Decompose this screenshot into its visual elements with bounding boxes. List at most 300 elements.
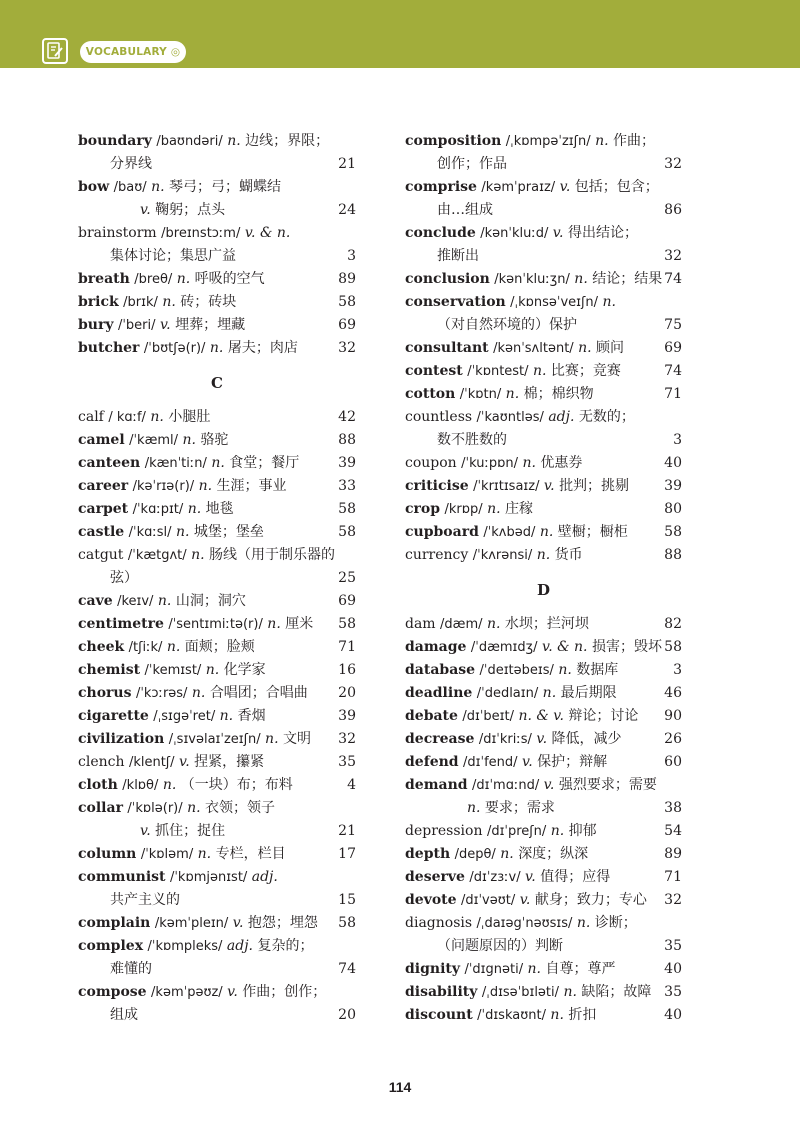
entry-word: communist (78, 869, 166, 885)
entry-phonetic: /ˈkɒmjənɪst/ (169, 870, 248, 885)
entry-pos: v. (521, 754, 533, 770)
vocab-entry (405, 176, 682, 199)
entry-phonetic: / kɑːf/ (108, 410, 146, 425)
entry-pos: n. (558, 662, 572, 678)
entry-phonetic: /kənˈkluːʒn/ (494, 272, 570, 287)
entry-definition: 地毯 (205, 501, 234, 517)
vocab-entry (405, 452, 682, 475)
entry-phonetic: /ˈkaʊntləs/ (476, 410, 544, 425)
vocab-entry (78, 222, 356, 245)
entry-definition: 棉；棉织物 (523, 386, 594, 402)
vocab-entry (405, 544, 682, 567)
entry-page: 88 (338, 432, 356, 448)
entry-pos: n. (198, 478, 213, 494)
entry-phonetic: /ˈsentɪmiːtə(r)/ (168, 617, 263, 632)
entry-definition: 香烟 (237, 708, 266, 724)
entry-word: deadline (405, 685, 473, 701)
vocab-entry (78, 337, 356, 360)
entry-definition: 琴弓；弓；蝴蝶结 (169, 179, 282, 195)
entry-phonetic: /kænˈtiːn/ (144, 456, 207, 471)
entry-page: 89 (664, 846, 682, 862)
entry-pos: n. (602, 294, 616, 310)
entry-phonetic: /ˈkʌrənsi/ (472, 548, 533, 563)
entry-pos: v. & n. (541, 639, 588, 655)
entry-definition: 抱怨；埋怨 (247, 915, 318, 931)
entry-definition: （对自然环境的）保护 (437, 317, 577, 333)
entry-definition: 壁橱；橱柜 (557, 524, 628, 540)
entry-word: comprise (405, 179, 477, 195)
entry-definition: 值得；应得 (540, 869, 611, 885)
entry-pos: n. (576, 915, 591, 931)
vocab-entry (405, 912, 682, 935)
vocab-entry (405, 406, 682, 429)
entry-definition: 顾问 (596, 340, 625, 356)
vocab-entry (78, 981, 356, 1004)
entry-pos: n. (467, 800, 481, 816)
entry-phonetic: /dɪˈfend/ (463, 755, 518, 770)
entry-phonetic: /ˈkɒləm/ (140, 847, 194, 862)
entry-pos: v. & n. (244, 225, 291, 241)
entry-pos: n. (539, 524, 554, 540)
entry-definition: 专栏，栏目 (215, 846, 286, 862)
entry-word: canteen (78, 455, 141, 471)
entry-pos: v. (232, 915, 244, 931)
entry-definition: 优惠券 (540, 455, 583, 471)
entry-definition: 得出结论； (567, 225, 638, 241)
entry-word: breath (78, 271, 130, 287)
entry-page: 46 (664, 685, 682, 701)
page-number: 114 (388, 1079, 412, 1095)
vocab-entry (78, 912, 356, 935)
entry-definition: 推断出 (437, 248, 479, 264)
entry-phonetic: /kəmˈpəʊz/ (151, 985, 223, 1000)
vocab-entry (405, 705, 682, 728)
entry-page: 71 (664, 869, 682, 885)
entry-pos: n. (205, 662, 220, 678)
entry-phonetic: /ˈkɒntest/ (467, 364, 529, 379)
entry-pos: n. (191, 547, 205, 563)
entry-definition: 屠夫；肉店 (227, 340, 298, 356)
entry-phonetic: /kəˈrɪə(r)/ (132, 479, 195, 494)
entry-page: 58 (338, 501, 356, 517)
entry-phonetic: /ˈdɪgnəti/ (464, 962, 524, 977)
entry-page: 16 (338, 662, 356, 678)
entry-phonetic: /depθ/ (454, 847, 496, 862)
entry-phonetic: /ˈdɪskaʊnt/ (477, 1008, 546, 1023)
entry-definition: 货币 (554, 547, 583, 563)
entry-pos: n. (157, 593, 172, 609)
entry-pos: n. (187, 800, 201, 816)
entry-definition: 骆驼 (200, 432, 229, 448)
vocab-entry (78, 544, 356, 567)
entry-definition: 结论；结果 (592, 271, 663, 287)
entry-pos: n. (191, 685, 206, 701)
entry-definition: 损害；毁坏 (591, 639, 662, 655)
entry-pos: n. (162, 777, 177, 793)
entry-pos: n. (187, 501, 202, 517)
entry-definition: 强烈要求；需要 (558, 777, 657, 793)
entry-phonetic: /baʊ/ (113, 180, 147, 195)
entry-word: boundary (78, 133, 152, 149)
entry-definition: 抓住；捉住 (155, 823, 226, 839)
section-letter: D (536, 581, 550, 599)
entry-phonetic: /baʊndəri/ (156, 134, 223, 149)
entry-phonetic: /ˌsɪvəlaɪˈzeɪʃn/ (168, 732, 261, 747)
entry-page: 80 (664, 501, 682, 517)
entry-page: 20 (338, 1007, 356, 1023)
entry-pos: n. (505, 386, 520, 402)
vocab-entry (78, 521, 356, 544)
vocab-entry (78, 268, 356, 291)
entry-pos: n. (209, 340, 224, 356)
entry-word: discount (405, 1007, 473, 1023)
section-label-text: VOCABULARY (85, 46, 167, 58)
entry-word: compose (78, 984, 147, 1000)
entry-phonetic: /dɪˈzɜːv/ (469, 870, 521, 885)
entry-word: depression (405, 823, 483, 839)
vocab-entry (78, 475, 356, 498)
entry-phonetic: /ˈkɑːsl/ (128, 525, 172, 540)
entry-word: castle (78, 524, 125, 540)
entry-definition: 分界线 (110, 156, 152, 172)
vocab-entry (78, 705, 356, 728)
entry-page: 35 (664, 984, 682, 1000)
entry-definition: 呼吸的空气 (194, 271, 265, 287)
entry-page: 86 (664, 202, 682, 218)
entry-pos: n. (578, 340, 592, 356)
entry-page: 38 (664, 800, 682, 816)
entry-definition: 最后期限 (560, 685, 617, 701)
entry-pos: n. (162, 294, 176, 310)
entry-pos: n. (151, 179, 165, 195)
entry-definition: 组成 (110, 1007, 138, 1023)
entry-definition: 肠线（用于制乐器的 (209, 547, 336, 563)
entry-page: 74 (338, 961, 356, 977)
entry-phonetic: /ˌkɒnsəˈveɪʃn/ (510, 295, 598, 310)
vocab-entry (78, 797, 356, 820)
entry-page: 26 (664, 731, 682, 747)
entry-definition: 自尊；尊严 (545, 961, 616, 977)
entry-phonetic: /ˌsɪgəˈret/ (153, 709, 216, 724)
entry-continuation (405, 797, 682, 820)
entry-pos: n. (527, 961, 541, 977)
entry-word: cigarette (78, 708, 149, 724)
entry-pos: n. (175, 524, 190, 540)
entry-word: butcher (78, 340, 140, 356)
vocab-entry (78, 935, 356, 958)
vocab-entry (405, 751, 682, 774)
entry-word: conclusion (405, 271, 490, 287)
entry-word: civilization (78, 731, 165, 747)
entry-word: carpet (78, 501, 129, 517)
vocab-entry (78, 682, 356, 705)
entry-word: crop (405, 501, 441, 517)
entry-word: cheek (78, 639, 125, 655)
entry-page: 69 (664, 340, 682, 356)
entry-page: 32 (664, 892, 682, 908)
entry-continuation (78, 958, 356, 981)
entry-page: 3 (673, 662, 682, 678)
entry-phonetic: /ˈdedlaɪn/ (476, 686, 539, 701)
entry-word: career (78, 478, 129, 494)
entry-continuation (78, 1004, 356, 1027)
entry-pos: v. (140, 202, 151, 218)
entry-phonetic: /ˈkuːpɒn/ (461, 456, 518, 471)
entry-word: bow (78, 179, 110, 195)
entry-page: 42 (338, 409, 356, 425)
entry-phonetic: /kəmˈpraɪz/ (481, 180, 556, 195)
entry-pos: n. (219, 708, 234, 724)
entry-word: chorus (78, 685, 132, 701)
entry-definition: 抑郁 (568, 823, 597, 839)
entry-pos: n. (487, 501, 501, 517)
entry-word: consultant (405, 340, 489, 356)
entry-word: composition (405, 133, 502, 149)
entry-page: 35 (338, 754, 356, 770)
entry-word: conservation (405, 294, 506, 310)
entry-pos: n. (550, 1007, 564, 1023)
entry-word: debate (405, 708, 458, 724)
entry-definition: 砖；砖块 (180, 294, 237, 310)
entry-word: cotton (405, 386, 456, 402)
entry-pos: v. (179, 754, 190, 770)
entry-pos: n. (574, 271, 588, 287)
entry-definition: 创作；作品 (437, 156, 507, 172)
entry-phonetic: /ˈkɒtn/ (459, 387, 502, 402)
entry-page: 82 (664, 616, 682, 632)
entry-phonetic: /ˈkætgʌt/ (127, 548, 187, 563)
vocab-entry (405, 659, 682, 682)
entry-pos: n. (533, 363, 547, 379)
entry-word: decrease (405, 731, 475, 747)
entry-page: 69 (338, 593, 356, 609)
entry-phonetic: /ˌkɒmpəˈzɪʃn/ (505, 134, 591, 149)
entry-definition: 小腿肚 (168, 409, 211, 425)
entry-word: damage (405, 639, 467, 655)
entry-continuation (405, 429, 682, 452)
entry-definition: 缺陷；故障 (581, 984, 652, 1000)
entry-page: 90 (664, 708, 682, 724)
entry-definition: 共产主义的 (110, 892, 180, 908)
vocab-entry (78, 590, 356, 613)
entry-word: demand (405, 777, 468, 793)
entry-pos: n. (267, 616, 281, 632)
entry-pos: n. (211, 455, 225, 471)
entry-word: dignity (405, 961, 460, 977)
entry-phonetic: /ˈkemɪst/ (144, 663, 202, 678)
entry-page: 40 (664, 961, 682, 977)
vocab-entry (78, 728, 356, 751)
entry-phonetic: /ˈbʊtʃə(r)/ (143, 341, 206, 356)
entry-phonetic: /ˈkɔːrəs/ (135, 686, 188, 701)
entry-phonetic: /brɪk/ (123, 295, 158, 310)
entry-phonetic: /ˌdaɪəgˈnəʊsɪs/ (476, 916, 573, 931)
vocab-entry (405, 521, 682, 544)
section-letter: C (211, 374, 223, 392)
entry-word: deserve (405, 869, 465, 885)
entry-phonetic: /dæm/ (440, 617, 483, 632)
vocab-entry (405, 475, 682, 498)
entry-definition: 化学家 (223, 662, 266, 678)
entry-definition: 面颊；脸颊 (184, 639, 255, 655)
entry-definition: 降低，减少 (551, 731, 622, 747)
entry-definition: 包括；包含； (574, 179, 659, 195)
entry-pos: adj. (548, 409, 575, 425)
entry-word: chemist (78, 662, 141, 678)
entry-word: calf (78, 409, 104, 425)
vocab-entry (405, 636, 682, 659)
entry-word: bury (78, 317, 114, 333)
entry-pos: n. (182, 432, 196, 448)
entry-continuation (405, 314, 682, 337)
entry-pos: v. (559, 179, 571, 195)
entry-word: currency (405, 547, 469, 563)
vocab-entry (405, 682, 682, 705)
entry-definition: 文明 (282, 731, 311, 747)
vocab-entry (405, 498, 682, 521)
entry-phonetic: /kəmˈpleɪn/ (154, 916, 229, 931)
entry-pos: n. (595, 133, 609, 149)
entry-word: diagnosis (405, 915, 473, 931)
entry-definition: 诊断； (594, 915, 637, 931)
entry-continuation (405, 153, 682, 176)
entry-phonetic: /ˈkɑːpɪt/ (132, 502, 184, 517)
entry-pos: v. (543, 777, 555, 793)
entry-phonetic: /dɪˈmɑːnd/ (472, 778, 540, 793)
entry-pos: n. (500, 846, 514, 862)
entry-definition: 庄稼 (505, 501, 533, 517)
notebook-pencil-icon (42, 38, 68, 64)
entry-page: 17 (338, 846, 356, 862)
entry-page: 20 (338, 685, 356, 701)
entry-phonetic: /kənˈsʌltənt/ (493, 341, 574, 356)
entry-word: disability (405, 984, 478, 1000)
entry-page: 3 (673, 432, 682, 448)
entry-pos: v. (525, 869, 536, 885)
entry-continuation (78, 889, 356, 912)
entry-definition: 生涯；事业 (216, 478, 287, 494)
entry-definition: 弦） (110, 570, 138, 586)
vocab-entry (78, 659, 356, 682)
entry-definition: 辩论；讨论 (568, 708, 639, 724)
entry-definition: 食堂；餐厅 (229, 455, 300, 471)
entry-page: 71 (664, 386, 682, 402)
entry-word: cupboard (405, 524, 479, 540)
vocab-entry (78, 774, 356, 797)
entry-page: 35 (664, 938, 682, 954)
vocab-entry (405, 268, 682, 291)
entry-phonetic: /tʃiːk/ (128, 640, 163, 655)
entry-definition: 合唱团；合唱曲 (209, 685, 308, 701)
entry-definition: 比赛；竞赛 (550, 363, 621, 379)
entry-pos: adj. (226, 938, 254, 954)
entry-pos: n. (265, 731, 279, 747)
entry-phonetic: /ˈkɒmpleks/ (147, 939, 223, 954)
entry-word: catgut (78, 547, 124, 563)
entry-definition: 折扣 (568, 1007, 597, 1023)
entry-definition: 作曲；创作； (242, 984, 327, 1000)
entry-page: 40 (664, 455, 682, 471)
entry-page: 74 (664, 363, 682, 379)
entry-word: column (78, 846, 137, 862)
entry-word: cave (78, 593, 113, 609)
entry-definition: （问题原因的）判断 (437, 938, 563, 954)
entry-definition: 由…组成 (437, 202, 493, 218)
entry-phonetic: /ˈkrɪtɪsaɪz/ (473, 479, 540, 494)
entry-word: centimetre (78, 616, 164, 632)
entry-page: 58 (338, 524, 356, 540)
vocab-entry (78, 130, 356, 153)
vocab-entry (405, 291, 682, 314)
entry-pos: n. (150, 409, 164, 425)
entry-continuation (405, 245, 682, 268)
entry-definition: 难懂的 (110, 961, 152, 977)
entry-page: 39 (338, 708, 356, 724)
entry-pos: v. (159, 317, 171, 333)
entry-page: 74 (664, 271, 682, 287)
vocab-entry (78, 843, 356, 866)
vocab-entry (405, 958, 682, 981)
entry-page: 60 (664, 754, 682, 770)
entry-word: complain (78, 915, 151, 931)
entry-definition: 作曲； (613, 133, 656, 149)
vocab-entry (78, 452, 356, 475)
entry-page: 3 (347, 248, 356, 264)
entry-pos: n. (486, 616, 501, 632)
entry-continuation (78, 820, 356, 843)
entry-word: depth (405, 846, 451, 862)
vocab-entry (405, 130, 682, 153)
entry-pos: v. (140, 823, 151, 839)
entry-continuation (78, 245, 356, 268)
entry-phonetic: /ˈberi/ (117, 318, 156, 333)
entry-page: 58 (664, 639, 682, 655)
entry-continuation (405, 199, 682, 222)
vocab-entry (78, 406, 356, 429)
entry-word: camel (78, 432, 125, 448)
entry-word: defend (405, 754, 459, 770)
entry-word: coupon (405, 455, 457, 471)
vocab-entry (405, 866, 682, 889)
vocab-entry (405, 728, 682, 751)
entry-phonetic: /keɪv/ (117, 594, 154, 609)
entry-page: 33 (338, 478, 356, 494)
entry-page: 69 (338, 317, 356, 333)
entry-phonetic: /breθ/ (134, 272, 173, 287)
entry-word: countless (405, 409, 473, 425)
vocab-entry (405, 774, 682, 797)
entry-page: 32 (338, 731, 356, 747)
vocab-entry (78, 636, 356, 659)
entry-phonetic: /kənˈkluːd/ (480, 226, 549, 241)
entry-pos: n. (563, 984, 577, 1000)
entry-word: conclude (405, 225, 476, 241)
entry-phonetic: /ˈkʌbəd/ (483, 525, 536, 540)
entry-definition: 复杂的； (257, 938, 314, 954)
entry-word: clench (78, 754, 125, 770)
left-column (78, 130, 356, 1027)
circle-icon: ◎ (170, 46, 181, 58)
entry-page: 58 (338, 915, 356, 931)
entry-word: cloth (78, 777, 118, 793)
vocab-entry (78, 291, 356, 314)
entry-page: 58 (664, 524, 682, 540)
vocab-entry (405, 613, 682, 636)
entry-continuation (78, 567, 356, 590)
vocab-entry (405, 337, 682, 360)
section-label (80, 41, 186, 63)
entry-phonetic: /ˌdɪsəˈbɪləti/ (481, 985, 560, 1000)
